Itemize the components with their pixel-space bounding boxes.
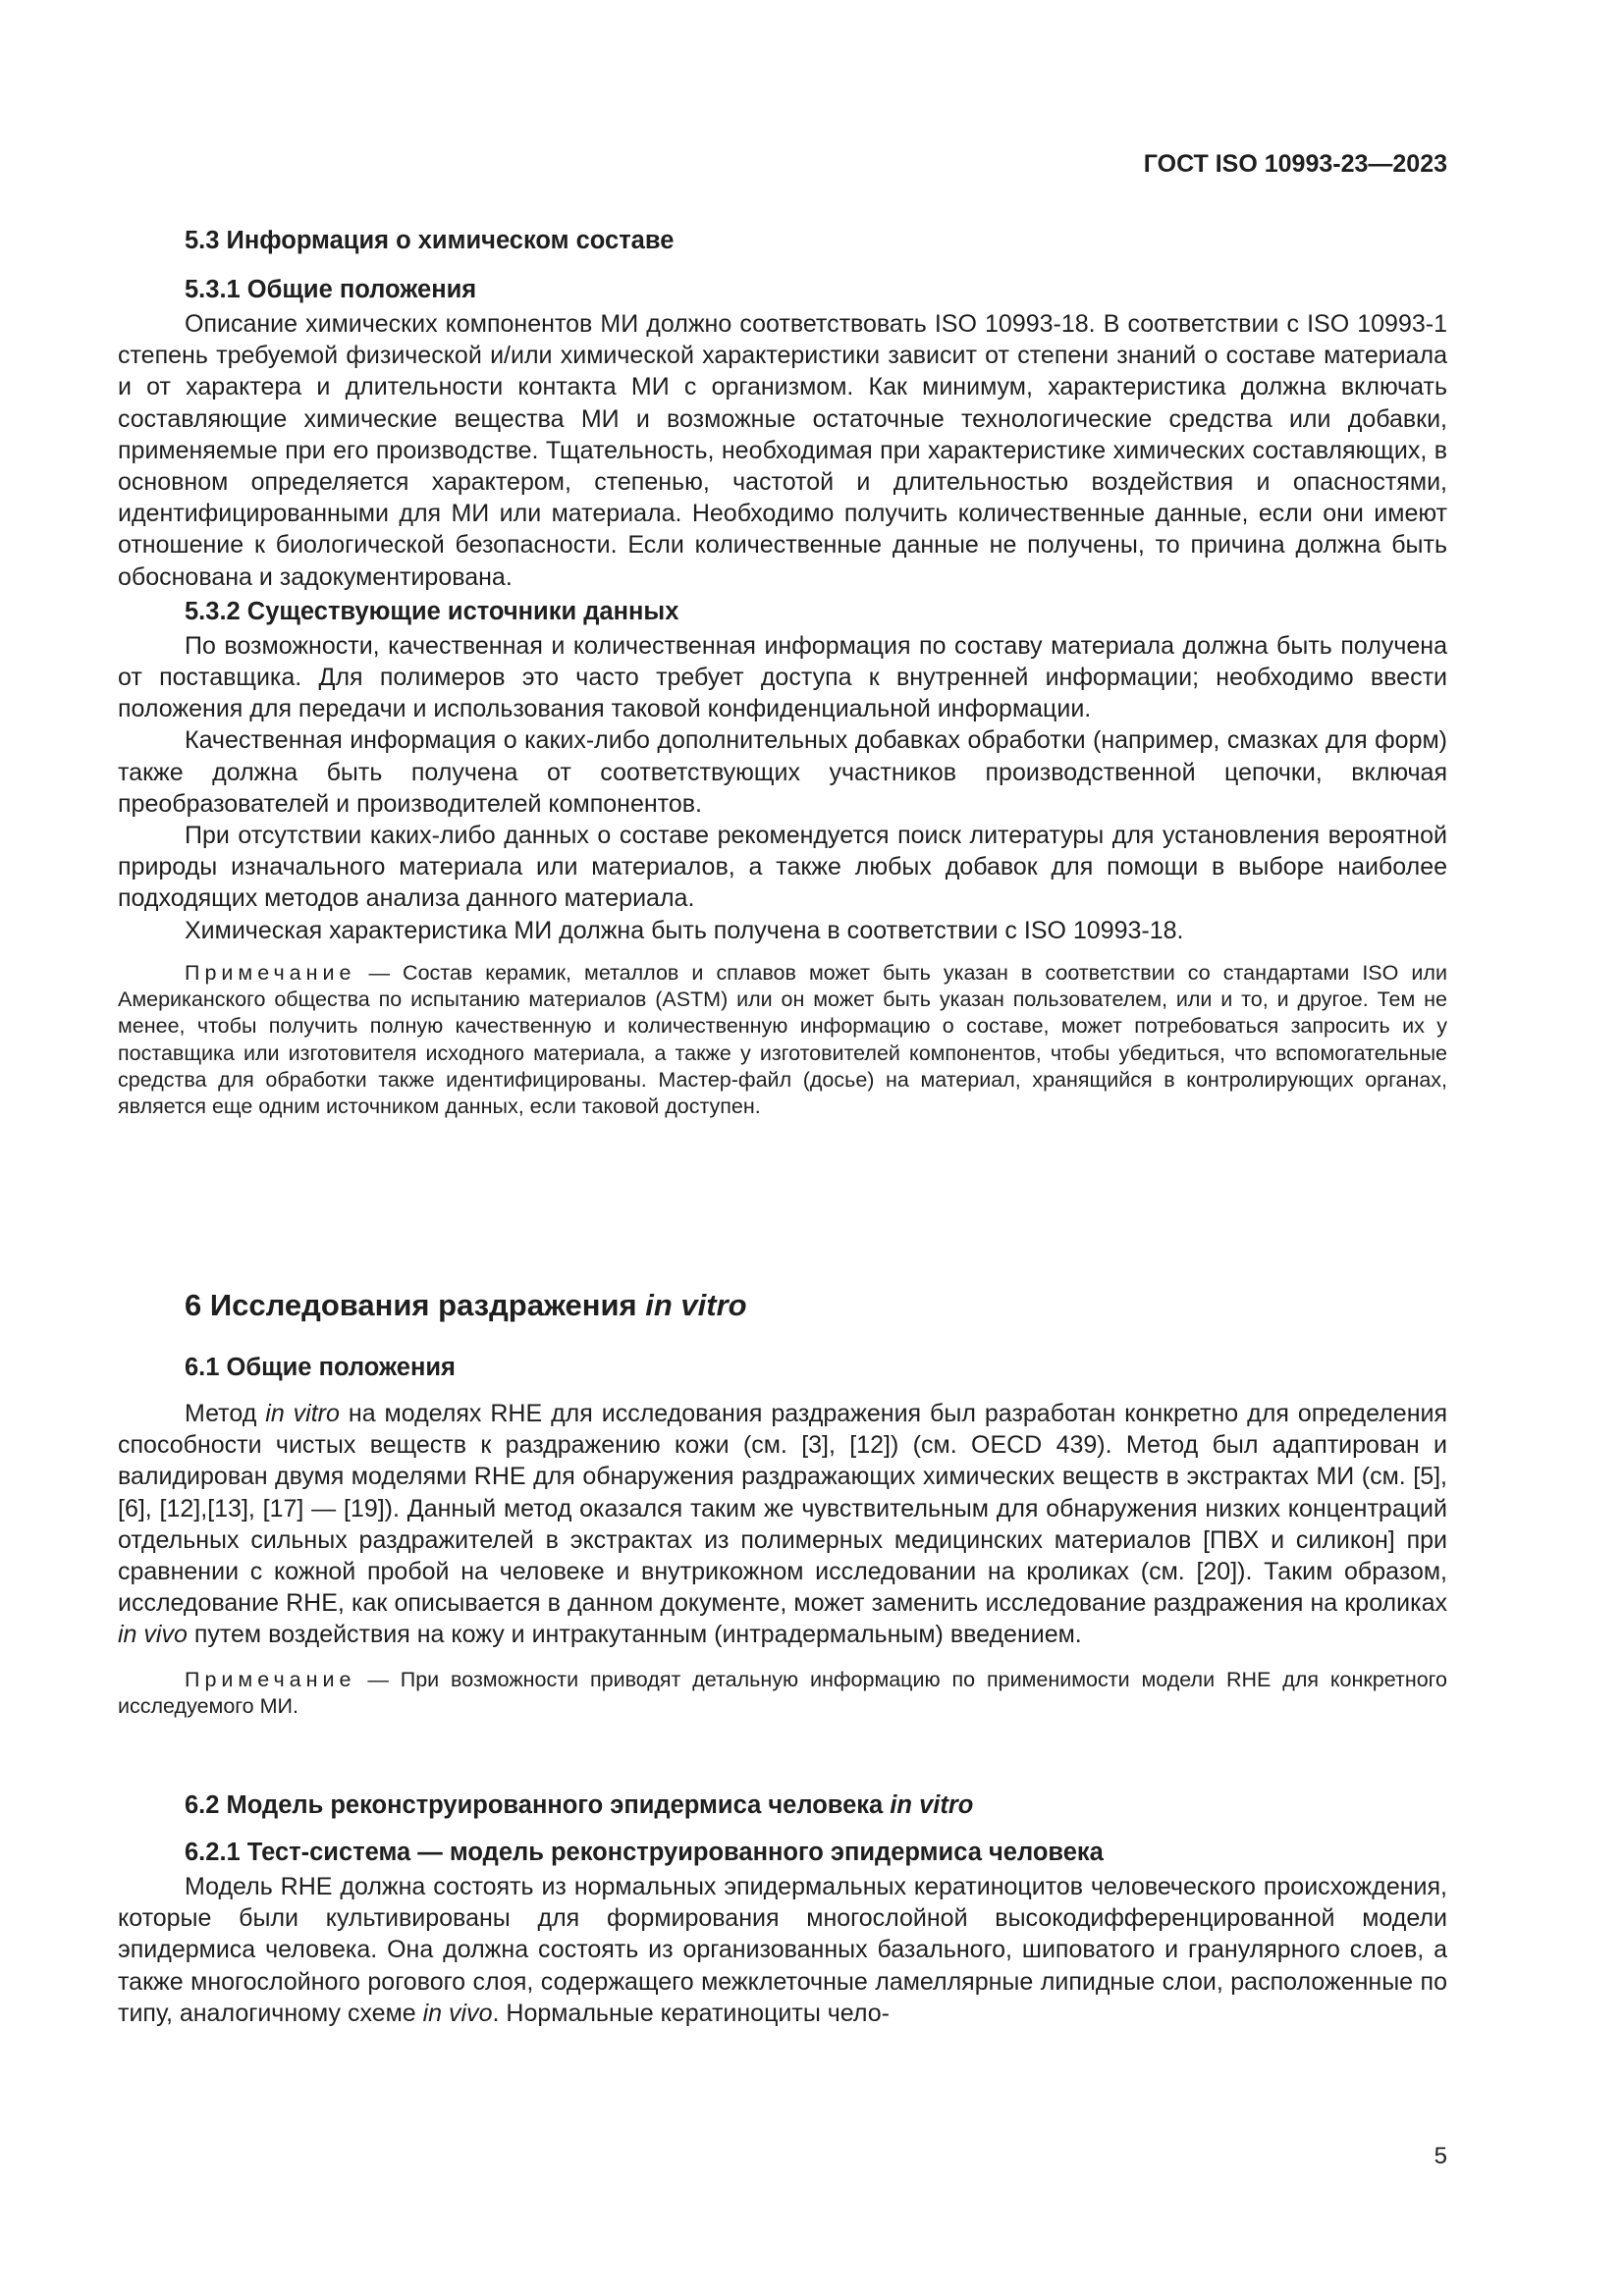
running-header: ГОСТ ISO 10993-23—2023 [1143,150,1447,178]
paragraph: Описание химических компонентов МИ должно соответствовать ISO 10993-18. В соответствии с ISO 10993-1 степень требуемой физической и/или химической характеристики зависит от степени знаний о составе материала и от характера и длительности контакта МИ с организмом. Как минимум, характеристика должна включать составляющие химические вещества МИ и возможные остаточные технологические средства или добавки, применяемые при его производстве. Тщательность, необходимая при характеристике химических составляющих, в основном определяется характером, степенью, частотой и длительностью воздействия и опасностями, идентифицированными для МИ или материала. Необходимо получить количественные данные, если они имеют отношение к биологической безопасности. Если количественные данные не получены, то причина должна быть обоснована и задокументирована. [118,310,1447,591]
page-number: 5 [1434,2143,1447,2169]
section-6-title [118,1284,1447,1327]
text-run: 6.2 Модель реконструированного эпидермиса человека [185,1791,891,1819]
paragraph: При отсутствии каких-либо данных о составе рекомендуется поиск литературы для установления вероятной природы изначального материала или материалов, а также любых добавок для помощи в выборе наиболее подходящих методов анализа данного материала. [118,822,1447,913]
section-6-2-1-title: 6.2.1 Тест-система — модель реконструированного эпидермиса человека [185,1839,1104,1866]
text-run: на моделях RHE для исследования раздражения был разработан конкретно для определения способности чистых веществ к раздражению кожи (см. [3], [12]) (см. OECD 439). Метод был адаптирован и валидирован двумя моделями RHE для обнаружения раздражающих химических веществ в экстрактах МИ (см. [5], [6], [12],[13], [17] — [19]). Данный метод оказался таким же чувствительным для обнаружения низких концентраций отдельных сильных раздражителей в экстрактах из полимерных медицинских материалов [ПВХ и силикон] при сравнении с кожной пробой на человеке и внутрикожном исследовании на кроликах (см. [20]). Таким образом, исследование RHE, как описывается в данном документе, может заменить исследование раздражения на кроликах [118,1400,1448,1618]
section-5-3-1 [118,271,1447,1121]
section-5-3-2-title: 5.3.2 Существующие источники данных [185,597,679,625]
note-text: — При возможности приводят детальную информацию по применимости модели RHE для конкретного исследуемого МИ. [118,1667,1447,1718]
section-6-1-title: 6.1 Общие положения [185,1354,456,1381]
text-run: Метод [185,1400,266,1427]
section-6-2 [118,1787,1447,1824]
note-label: Примечание [185,1667,356,1691]
text-run: . Нормальные кератиноциты чело- [492,1999,890,2027]
text-run: Модель RHE должна состоять из нормальных эпидермальных кератиноцитов человеческого происхождения, которые были культивированы для формирования многослойной высокодифференцированной модели эпидермиса человека. Она должна состоять из организованных базального, шиповатого и гранулярного слоев, а также многослойного рогового слоя, содержащего межклеточные ламеллярные липидные слои, расположенные по типу, аналогичному схеме [118,1873,1447,2027]
italic-run: in vitro [890,1791,974,1819]
section-6-1-body [118,1398,1447,1720]
paragraph: По возможности, качественная и количественная информация по составу материала должна быть получена от поставщика. Для полимеров это часто требует доступа к внутренней информации; необходимо ввести положения для передачи и использования таковой конфиденциальной информации. [118,631,1447,723]
section-6-2-1 [118,1834,1447,2029]
section-5-3-1-title: 5.3.1 Общие положения [185,276,477,303]
section-5-3 [118,222,1447,259]
paragraph [118,1871,1447,2029]
note-text: — Состав керамик, металлов и сплавов может быть указан в соответствии со стандартами ISO или Американского общества по испытанию материалов (ASTM) или он может быть указан пользователем, или и то, и другое. Тем не менее, чтобы получить полную качественную и количественную информацию о составе, может потребоваться запросить их у поставщика или изготовителя исходного материала, а также у изготовителей компонентов, чтобы убедиться, что вспомогательные средства для обработки также идентифицированы. Мастер-файл (досье) на материал, хранящийся в контролирующих органах, является еще одним источником данных, если таковой доступен. [118,960,1447,1119]
section-6-title-italic: in vitro [645,1288,747,1322]
section-6-1 [118,1349,1447,1386]
paragraph: Химическая характеристика МИ должна быть получена в соответствии с ISO 10993-18. [185,916,1184,944]
note [118,1667,1447,1721]
italic-run: in vitro [265,1400,340,1427]
section-5-3-title: 5.3 Информация о химическом составе [185,227,675,254]
italic-run: in vivo [118,1621,188,1649]
text-run: путем воздействия на кожу и интракутанным (интрадермальным) введением. [187,1621,1082,1649]
section-6-title-text: 6 Исследования раздражения [185,1288,646,1322]
section-6-2-title [118,1787,1447,1824]
note-label: Примечание [185,960,356,985]
italic-run: in vivo [422,1999,493,2027]
paragraph: Качественная информация о каких-либо дополнительных добавках обработки (например, смазках для форм) также должна быть получена от соответствующих участников производственной цепочки, включая преобразователей и производителей компонентов. [118,726,1447,818]
note [118,960,1447,1121]
section-6 [118,1284,1447,1327]
paragraph [118,1398,1447,1651]
